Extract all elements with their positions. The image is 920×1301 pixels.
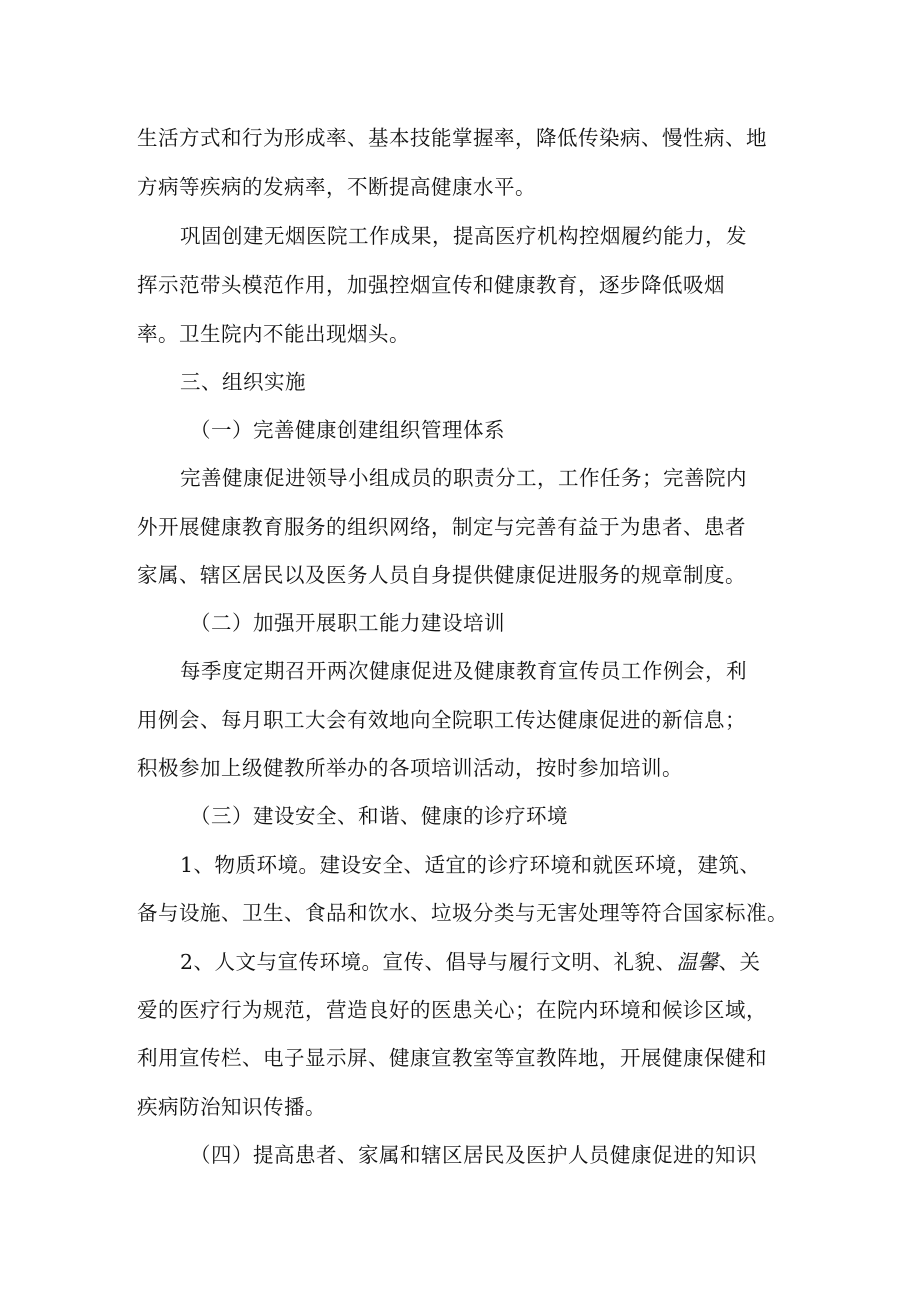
subsection-heading: （三）建设安全、和谐、健康的诊疗环境 (190, 804, 568, 828)
subsection-heading: （二）加强开展职工能力建设培训 (190, 611, 505, 635)
paragraph-line: 备与设施、卫生、食品和饮水、垃圾分类与无害处理等符合国家标准。 (137, 901, 788, 925)
paragraph-line: 挥示范带头模范作用，加强控烟宣传和健康教育，逐步降低吸烟 (137, 273, 725, 297)
paragraph-line: 生活方式和行为形成率、基本技能掌握率，降低传染病、慢性病、地 (137, 126, 767, 150)
paragraph-line: 完善健康促进领导小组成员的职责分工，工作任务；完善院内 (180, 466, 747, 490)
section-heading: 三、组织实施 (180, 370, 306, 394)
paragraph-line: 巩固创建无烟医院工作成果，提高医疗机构控烟履约能力，发 (180, 224, 747, 248)
paragraph-line: 外开展健康教育服务的组织网络，制定与完善有益于为患者、患者 (137, 515, 746, 539)
paragraph-line (180, 952, 761, 973)
paragraph-line: 方病等疾病的发病率，不断提高健康水平。 (137, 175, 536, 199)
paragraph-line: 积极参加上级健教所举办的各项培训活动，按时参加培训。 (137, 756, 683, 780)
paragraph-line: 家属、辖区居民以及医务人员自身提供健康促进服务的规章制度。 (137, 563, 746, 587)
line-text: 、关 (718, 950, 761, 974)
subsection-heading: （四）提高患者、家属和辖区居民及医护人员健康促进的知识 (190, 1143, 757, 1167)
line-text: 2、人文与宣传环境。宣传、倡导与履行文明、礼貌、 (180, 950, 677, 974)
paragraph-line: 每季度定期召开两次健康促进及健康教育宣传员工作例会，利 (180, 659, 747, 683)
paragraph-line: 1、物质环境。建设安全、适宜的诊疗环境和就医环境，建筑、 (180, 853, 761, 877)
paragraph-line: 用例会、每月职工大会有效地向全院职工传达健康促进的新信息； (137, 708, 746, 732)
subsection-heading: （一）完善健康创建组织管理体系 (190, 418, 505, 442)
italic-word: 温馨 (676, 950, 719, 974)
paragraph-line: 率。卫生院内不能出现烟头。 (137, 322, 410, 346)
paragraph-line: 爱的医疗行为规范，营造良好的医患关心；在院内环境和候诊区域， (137, 998, 767, 1022)
paragraph-line: 利用宣传栏、电子显示屏、健康宣教室等宣教阵地，开展健康保健和 (137, 1046, 767, 1070)
paragraph-line: 疾病防治知识传播。 (137, 1095, 326, 1119)
